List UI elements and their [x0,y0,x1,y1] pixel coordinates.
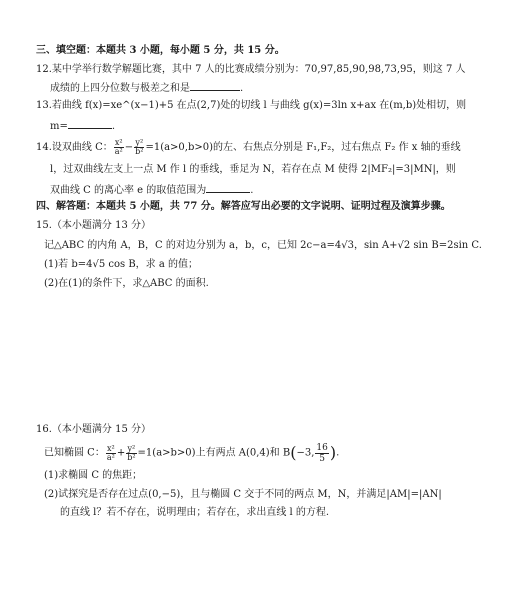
q16-stem: 已知椭圆 C： $\frac{\text{x²}}{\text{a²}}$ + $\frac{\text{y²}}{\text{b²}}$ =1(a>b>0)上有两点 A(0,4)和 B(−3, $\frac{16}{5}$ ). [44,442,340,464]
q13-line2: m= . [50,117,115,134]
q16-score: （本小题满分 15 分） [51,424,151,435]
q14-number: 14. [36,142,52,153]
q13-text-1: 若曲线 f(x)=xe^(x−1)+5 在点(2,7)处的切线 l 与曲线 g(x)=3ln x+ax 在(m,b)处相切，则 [51,100,467,111]
section-4-heading: 四、解答题：本题共 5 小题，共 77 分。解答应写出必要的文字说明、证明过程及演算步骤。 [36,201,451,212]
q15-part1: (1)若 b=4√5 cos B，求 a 的值； [44,259,198,270]
q12-answer-blank[interactable] [190,79,240,91]
q14-text-1a: 设双曲线 C： [51,142,113,153]
q16-frac-point: $\frac{16}{5}$ [316,442,328,464]
q14-text-1b: =1(a>0,b>0)的左、右焦点分别是 F₁,F₂，过右焦点 F₂ 作 x 轴的垂线 [145,142,461,153]
q12-line2: 成绩的上四分位数与极差之和是 . [50,79,243,96]
q12-text-1: 某中学举行数学解题比赛，其中 7 人的比赛成绩分别为：70,97,85,90,98,73,95，则这 7 人 [51,64,466,75]
q16-part1: (1)求椭圆 C 的焦距； [44,470,143,481]
q16-number: 16. [36,424,52,435]
q15-score: （本小题满分 13 分） [51,220,151,231]
q13-number: 13. [36,100,52,111]
q13-line1 [36,99,466,113]
q13-answer-blank[interactable] [68,117,112,129]
q16-part2-cont: 的直线 l？若不存在，说明理由；若存在，求出直线 l 的方程. [60,507,330,518]
q12-line1 [36,63,466,77]
q15-number: 15. [36,220,52,231]
q12-number: 12. [36,64,52,75]
section-3-heading: 三、填空题：本题共 3 小题，每小题 5 分，共 15 分。 [36,45,285,56]
q16-part2: (2)试探究是否存在过点(0,−5)，且与椭圆 C 交于不同的两点 M，N，并满足|AM|=|AN| [44,489,442,500]
q14-answer-blank[interactable] [206,181,250,193]
q14-line2: l，过双曲线左支上一点 M 作 l 的垂线，垂足为 N，若存在点 M 使得 2|MF₂|=3|MN|，则 [50,164,456,175]
q14-text-3: 双曲线 C 的离心率 e 的取值范围为 [50,185,207,196]
q13-text-2: m= [50,121,68,132]
q14-line3: 双曲线 C 的离心率 e 的取值范围为 . [50,181,253,198]
q14-frac-x: $\frac{\text{x²}}{\text{a²}}$ [114,138,123,156]
q12-text-2: 成绩的上四分位数与极差之和是 [50,83,190,94]
q15-part2: (2)在(1)的条件下，求△ABC 的面积. [44,278,209,289]
q14-line1: 14.设双曲线 C： $\frac{\text{x²}}{\text{a²}}$ − $\frac{\text{y²}}{\text{b²}}$ =1(a>0,b>0)的左、右焦点分别是 F₁,F₂，过右焦点 F₂ 作 x 轴的垂线 [36,138,461,156]
q15-stem: 记△ABC 的内角 A，B，C 的对边分别为 a，b，c，已知 2c−a=4√3，sin A+√2 sin B=2sin C. [44,240,482,251]
q15-header [36,219,151,233]
q14-frac-y: $\frac{\text{y²}}{\text{b²}}$ [135,138,144,156]
q16-header [36,423,151,437]
q16-frac-y: $\frac{\text{y²}}{\text{b²}}$ [127,443,136,462]
q16-frac-x: $\frac{\text{x²}}{\text{a²}}$ [106,443,115,462]
